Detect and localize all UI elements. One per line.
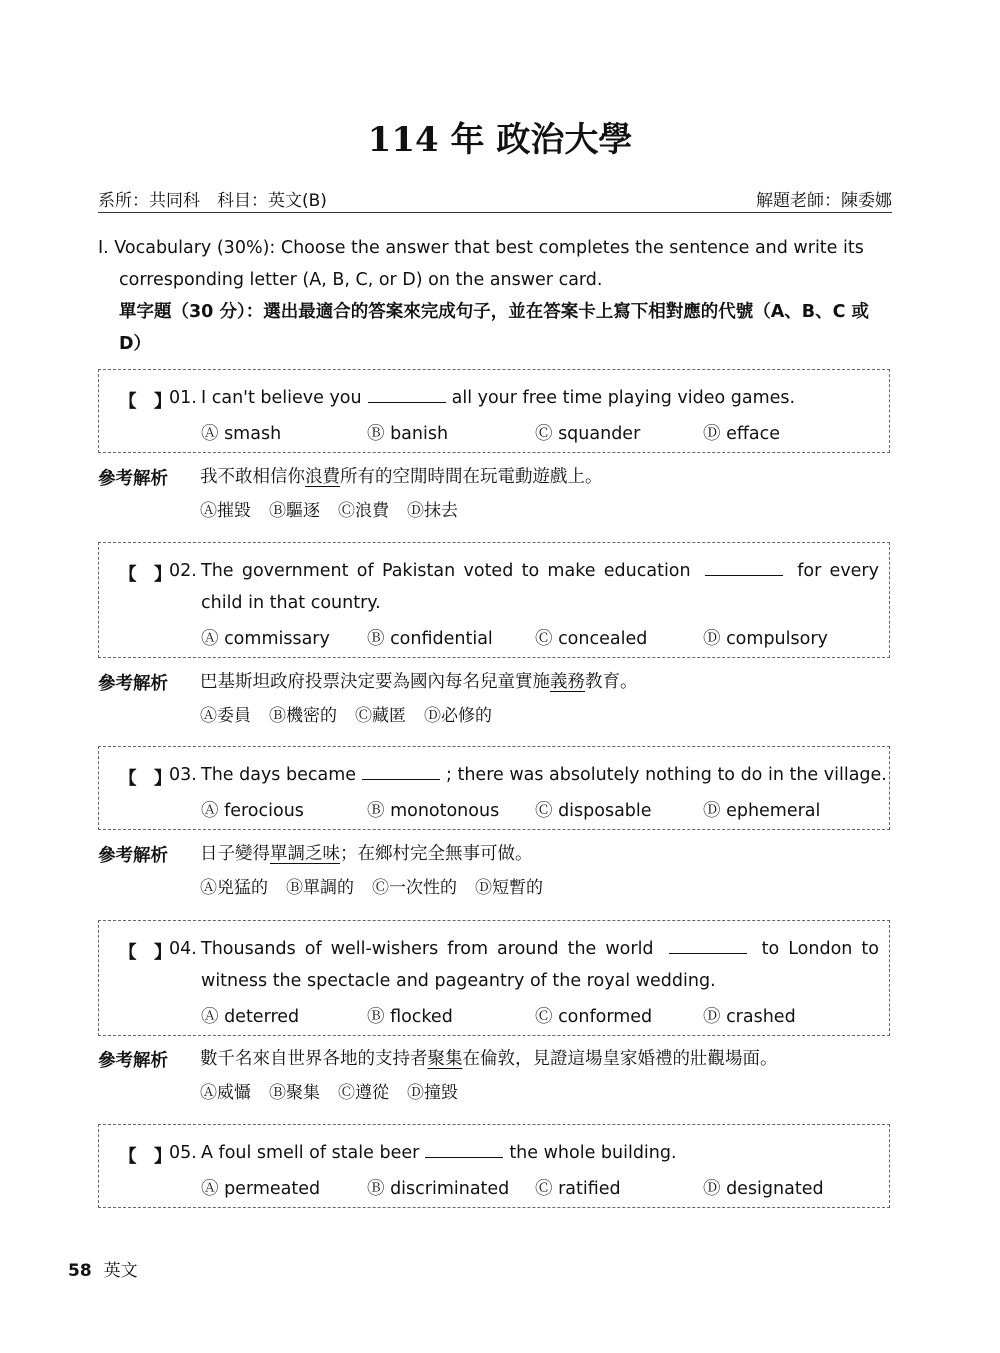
question-text: I can't believe you all your free time playing video games. bbox=[201, 388, 796, 408]
question-text: Thousands of well-wishers from around the world to London to witness the spectacle and pageantry of the royal wedding. bbox=[201, 939, 879, 991]
reference-label: 參考解析 bbox=[98, 846, 168, 866]
reference-options: Ⓐ兇猛的 Ⓑ單調的 Ⓒ一次性的 Ⓓ短暫的 bbox=[200, 878, 543, 898]
reference-translation: 我不敢相信你浪費所有的空閒時間在玩電動遊戲上。 bbox=[200, 467, 603, 487]
question-number: 02. bbox=[169, 561, 197, 581]
option-a: Ⓐ permeated bbox=[201, 1179, 321, 1199]
page-number: 58 bbox=[68, 1261, 92, 1281]
answer-blank bbox=[425, 1156, 503, 1158]
option-d: Ⓓ efface bbox=[703, 424, 780, 444]
reference-translation: 數千名來自世界各地的支持者聚集在倫敦，見證這場皇家婚禮的壯觀場面。 bbox=[200, 1049, 778, 1069]
option-b: Ⓑ banish bbox=[367, 424, 449, 444]
instructions-en: I. Vocabulary (30%): Choose the answer that best completes the sentence and write its corresponding letter (A, B, C, or D) on the answer card. bbox=[98, 238, 864, 290]
answer-bracket[interactable]: 【 】 bbox=[119, 1147, 172, 1167]
option-a: Ⓐ commissary bbox=[201, 629, 330, 649]
answer-bracket[interactable]: 【 】 bbox=[119, 943, 172, 963]
teacher-name: 解題老師：陳委娜 bbox=[756, 191, 892, 211]
reference-options: Ⓐ委員 Ⓑ機密的 Ⓒ藏匿 Ⓓ必修的 bbox=[200, 706, 492, 726]
answer-bracket[interactable]: 【 】 bbox=[119, 392, 172, 412]
reference-label: 參考解析 bbox=[98, 469, 168, 489]
instructions-zh: 單字題（30 分）：選出最適合的答案來完成句子，並在答案卡上寫下相對應的代號（A、B、C 或 D） bbox=[119, 302, 870, 354]
option-b: Ⓑ discriminated bbox=[367, 1179, 510, 1199]
question-text: A foul smell of stale beer the whole building. bbox=[201, 1143, 677, 1163]
question-box bbox=[98, 1124, 890, 1208]
answer-bracket[interactable]: 【 】 bbox=[119, 565, 172, 585]
option-c: Ⓒ concealed bbox=[535, 629, 648, 649]
question-box bbox=[98, 369, 890, 453]
answer-bracket[interactable]: 【 】 bbox=[119, 769, 172, 789]
meta-bar bbox=[98, 186, 892, 213]
option-d: Ⓓ crashed bbox=[703, 1007, 796, 1027]
option-b: Ⓑ monotonous bbox=[367, 801, 500, 821]
section-instructions bbox=[98, 232, 892, 360]
reference-translation: 日子變得單調乏味；在鄉村完全無事可做。 bbox=[200, 844, 533, 864]
answer-blank bbox=[368, 401, 446, 403]
question-number: 03. bbox=[169, 765, 197, 785]
page-title: 114 年 政治大學 bbox=[367, 120, 633, 160]
option-c: Ⓒ ratified bbox=[535, 1179, 621, 1199]
reference-label: 參考解析 bbox=[98, 674, 168, 694]
question-text: The days became ; there was absolutely nothing to do in the village. bbox=[201, 765, 887, 785]
option-c: Ⓒ conformed bbox=[535, 1007, 653, 1027]
answer-blank bbox=[705, 574, 783, 576]
reference-options: Ⓐ威懾 Ⓑ聚集 Ⓒ遵從 Ⓓ撞毀 bbox=[200, 1083, 458, 1103]
option-b: Ⓑ flocked bbox=[367, 1007, 453, 1027]
department-subject: 系所：共同科 科目：英文(B) bbox=[98, 191, 327, 211]
option-d: Ⓓ designated bbox=[703, 1179, 824, 1199]
question-number: 04. bbox=[169, 939, 197, 959]
question-text: The government of Pakistan voted to make education for every child in that country. bbox=[201, 561, 879, 613]
question-box bbox=[98, 542, 890, 658]
question-number: 05. bbox=[169, 1143, 197, 1163]
option-a: Ⓐ ferocious bbox=[201, 801, 304, 821]
reference-options: Ⓐ摧毀 Ⓑ驅逐 Ⓒ浪費 Ⓓ抹去 bbox=[200, 501, 458, 521]
option-a: Ⓐ smash bbox=[201, 424, 282, 444]
option-b: Ⓑ confidential bbox=[367, 629, 493, 649]
question-box bbox=[98, 746, 890, 830]
answer-blank bbox=[362, 778, 440, 780]
page-footer bbox=[68, 1256, 138, 1281]
question-box bbox=[98, 920, 890, 1036]
option-d: Ⓓ compulsory bbox=[703, 629, 828, 649]
option-a: Ⓐ deterred bbox=[201, 1007, 300, 1027]
option-c: Ⓒ squander bbox=[535, 424, 641, 444]
footer-subject: 英文 bbox=[103, 1261, 138, 1281]
option-d: Ⓓ ephemeral bbox=[703, 801, 821, 821]
question-number: 01. bbox=[169, 388, 197, 408]
reference-label: 參考解析 bbox=[98, 1051, 168, 1071]
answer-blank bbox=[669, 952, 747, 954]
reference-translation: 巴基斯坦政府投票決定要為國內每名兒童實施義務教育。 bbox=[200, 672, 638, 692]
option-c: Ⓒ disposable bbox=[535, 801, 652, 821]
